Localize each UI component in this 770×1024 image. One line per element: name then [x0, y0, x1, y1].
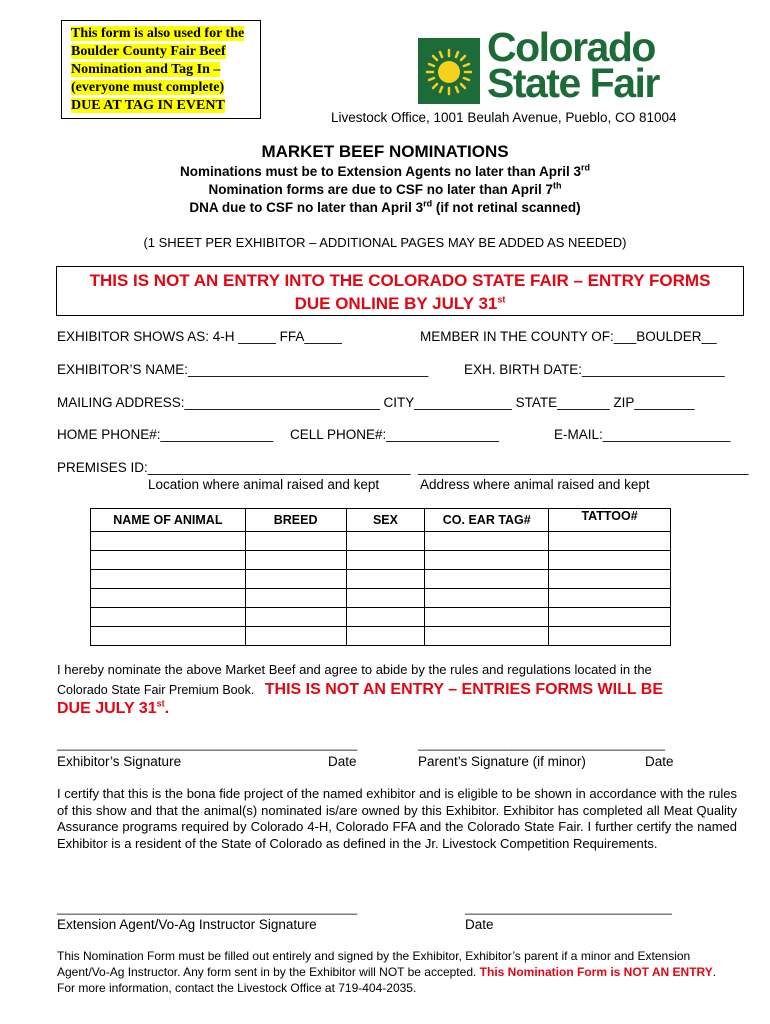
table-cell[interactable]	[91, 570, 246, 589]
nominate-due-sup: st	[156, 698, 165, 709]
certification-paragraph: I certify that this is the bona fide project of the named exhibitor and is eligible to be shown in accordance with the rules of this show and that the animal(s) nominated is/are owned by this Exhibitor. Exhibitor has completed all Meat Quality Assurance programs required by Colorado 4-H, Colorado FFA and the Colorado State Fair. I further certify the named Exhibitor is a resident of the State of Colorado as defined in the Jr. Livestock Competition Requirements.	[57, 786, 737, 851]
warning-line-2-text: DUE ONLINE BY JULY 31	[294, 294, 498, 313]
page-title: MARKET BEEF NOMINATIONS	[261, 142, 509, 161]
col-tattoo: TATTOO#	[549, 509, 671, 532]
warning-line-2	[57, 292, 743, 315]
nominate-not-entry: THIS IS NOT AN ENTRY – ENTRIES FORMS WILL BE	[264, 681, 664, 698]
home-phone-field[interactable]: HOME PHONE#:_______________	[57, 427, 274, 442]
nominate-period: .	[164, 700, 170, 717]
table-cell[interactable]	[346, 608, 425, 627]
col-ear-tag: CO. EAR TAG#	[425, 509, 549, 532]
col-breed: BREED	[245, 509, 346, 532]
table-header-row	[91, 509, 671, 532]
note-line-2: Boulder County Fair Beef	[71, 44, 226, 59]
note-line-3: Nomination and Tag In –	[71, 62, 221, 77]
table-cell[interactable]	[346, 551, 425, 570]
deadline-3-suffix: (if not retinal scanned)	[432, 200, 581, 215]
note-line-5: DUE AT TAG IN EVENT	[71, 98, 225, 113]
table-cell[interactable]	[245, 608, 346, 627]
table-cell[interactable]	[91, 589, 246, 608]
cell-phone-field[interactable]: CELL PHONE#:_______________	[290, 427, 499, 442]
fair-note-box	[61, 20, 261, 119]
logo-wordmark	[487, 24, 659, 106]
table-cell[interactable]	[425, 570, 549, 589]
table-cell[interactable]	[549, 570, 671, 589]
deadline-2-sup: th	[553, 180, 562, 191]
deadline-3-text: DNA due to CSF no later than April 3	[189, 200, 424, 215]
deadline-3	[0, 200, 770, 215]
nominate-line-2	[57, 681, 663, 699]
table-cell[interactable]	[549, 608, 671, 627]
entry-warning-box	[56, 266, 744, 316]
agent-signature-label: Extension Agent/Vo-Ag Instructor Signature	[57, 917, 317, 932]
agent-date-label: Date	[465, 917, 494, 932]
footer-not-entry: This Nomination Form is NOT AN ENTRY	[479, 965, 713, 979]
premises-address-field[interactable]: ____________________________________________	[418, 460, 749, 475]
sheet-note: (1 SHEET PER EXHIBITOR – ADDITIONAL PAGES MAY BE ADDED AS NEEDED)	[143, 235, 627, 250]
mailing-address-field[interactable]: MAILING ADDRESS:__________________________ CITY_____________ STATE_______ ZIP________	[57, 395, 695, 410]
table-row	[91, 589, 671, 608]
footer-text-2: . For more information, contact the Livestock Office at 719-404-2035.	[57, 965, 717, 995]
deadline-1-sup: rd	[581, 162, 591, 173]
deadline-1	[0, 164, 770, 179]
deadline-3-sup: rd	[423, 198, 433, 209]
logo-line-2: State Fair	[487, 60, 659, 106]
table-cell[interactable]	[245, 627, 346, 646]
table-cell[interactable]	[91, 551, 246, 570]
exhibitor-signature-line[interactable]: _____________________________________________	[57, 737, 358, 751]
birth-date-field[interactable]: EXH. BIRTH DATE:___________________	[464, 362, 725, 377]
table-cell[interactable]	[549, 551, 671, 570]
animals-table	[90, 508, 671, 646]
table-cell[interactable]	[346, 532, 425, 551]
warning-line-2-sup: st	[497, 294, 506, 305]
office-address: Livestock Office, 1001 Beulah Avenue, Pueblo, CO 81004	[331, 110, 677, 125]
agent-date-line[interactable]: _______________________________	[465, 901, 672, 915]
logo-line-1: Colorado	[487, 24, 655, 70]
table-cell[interactable]	[425, 608, 549, 627]
sun-icon	[418, 38, 480, 104]
warning-line-1: THIS IS NOT AN ENTRY INTO THE COLORADO STATE FAIR – ENTRY FORMS	[89, 271, 711, 290]
table-cell[interactable]	[346, 627, 425, 646]
table-cell[interactable]	[91, 627, 246, 646]
shows-as-field[interactable]: EXHIBITOR SHOWS AS: 4-H _____ FFA_____	[57, 329, 342, 344]
table-row	[91, 627, 671, 646]
table-cell[interactable]	[245, 532, 346, 551]
col-sex: SEX	[346, 509, 425, 532]
table-cell[interactable]	[91, 532, 246, 551]
deadline-2-text: Nomination forms are due to CSF no later than April 7	[208, 182, 554, 197]
email-field[interactable]: E-MAIL:_________________	[554, 427, 731, 442]
table-cell[interactable]	[425, 532, 549, 551]
county-field[interactable]: MEMBER IN THE COUNTY OF:___BOULDER__	[420, 329, 717, 344]
table-cell[interactable]	[346, 589, 425, 608]
nominate-line-1: I hereby nominate the above Market Beef and agree to abide by the rules and regulations located in the	[57, 662, 652, 677]
agent-signature-line[interactable]: _____________________________________________	[57, 901, 358, 915]
table-cell[interactable]	[245, 551, 346, 570]
exhibitor-name-field[interactable]: EXHIBITOR’S NAME:________________________________	[57, 362, 429, 377]
note-line-4: (everyone must complete)	[71, 80, 225, 95]
table-row	[91, 608, 671, 627]
note-line-1: This form is also used for the	[71, 26, 245, 41]
exhibitor-date-label: Date	[328, 754, 357, 769]
table-cell[interactable]	[346, 570, 425, 589]
table-row	[91, 570, 671, 589]
address-caption: Address where animal raised and kept	[420, 477, 650, 492]
table-cell[interactable]	[245, 589, 346, 608]
table-cell[interactable]	[425, 551, 549, 570]
table-row	[91, 551, 671, 570]
exhibitor-signature-label: Exhibitor’s Signature	[57, 754, 182, 769]
parent-signature-line[interactable]: _____________________________________	[418, 737, 665, 751]
deadline-2	[0, 182, 770, 197]
col-name-of-animal: NAME OF ANIMAL	[91, 509, 246, 532]
nominate-due-date: DUE JULY 31	[57, 700, 157, 717]
location-caption: Location where animal raised and kept	[148, 477, 380, 492]
table-row	[91, 532, 671, 551]
table-cell[interactable]	[549, 532, 671, 551]
table-cell[interactable]	[425, 589, 549, 608]
table-cell[interactable]	[425, 627, 549, 646]
premises-id-field[interactable]: PREMISES ID:___________________________________	[57, 460, 411, 475]
table-cell[interactable]	[549, 627, 671, 646]
nominate-line-3	[57, 700, 169, 718]
deadline-1-text: Nominations must be to Extension Agents no later than April 3	[179, 164, 582, 179]
footer-note	[57, 948, 737, 996]
table-cell[interactable]	[549, 589, 671, 608]
parent-signature-label: Parent’s Signature (if minor)	[418, 754, 586, 769]
nominate-premium-book: Colorado State Fair Premium Book.	[57, 683, 255, 697]
table-cell[interactable]	[245, 570, 346, 589]
table-cell[interactable]	[91, 608, 246, 627]
footer-text-1: This Nomination Form must be filled out entirely and signed by the Exhibitor, Exhibitor’s parent if a minor and Extension Agent/Vo-Ag Instructor. Any form sent in by the Exhibitor will NOT be accepted.	[57, 949, 691, 979]
parent-date-label: Date	[645, 754, 674, 769]
